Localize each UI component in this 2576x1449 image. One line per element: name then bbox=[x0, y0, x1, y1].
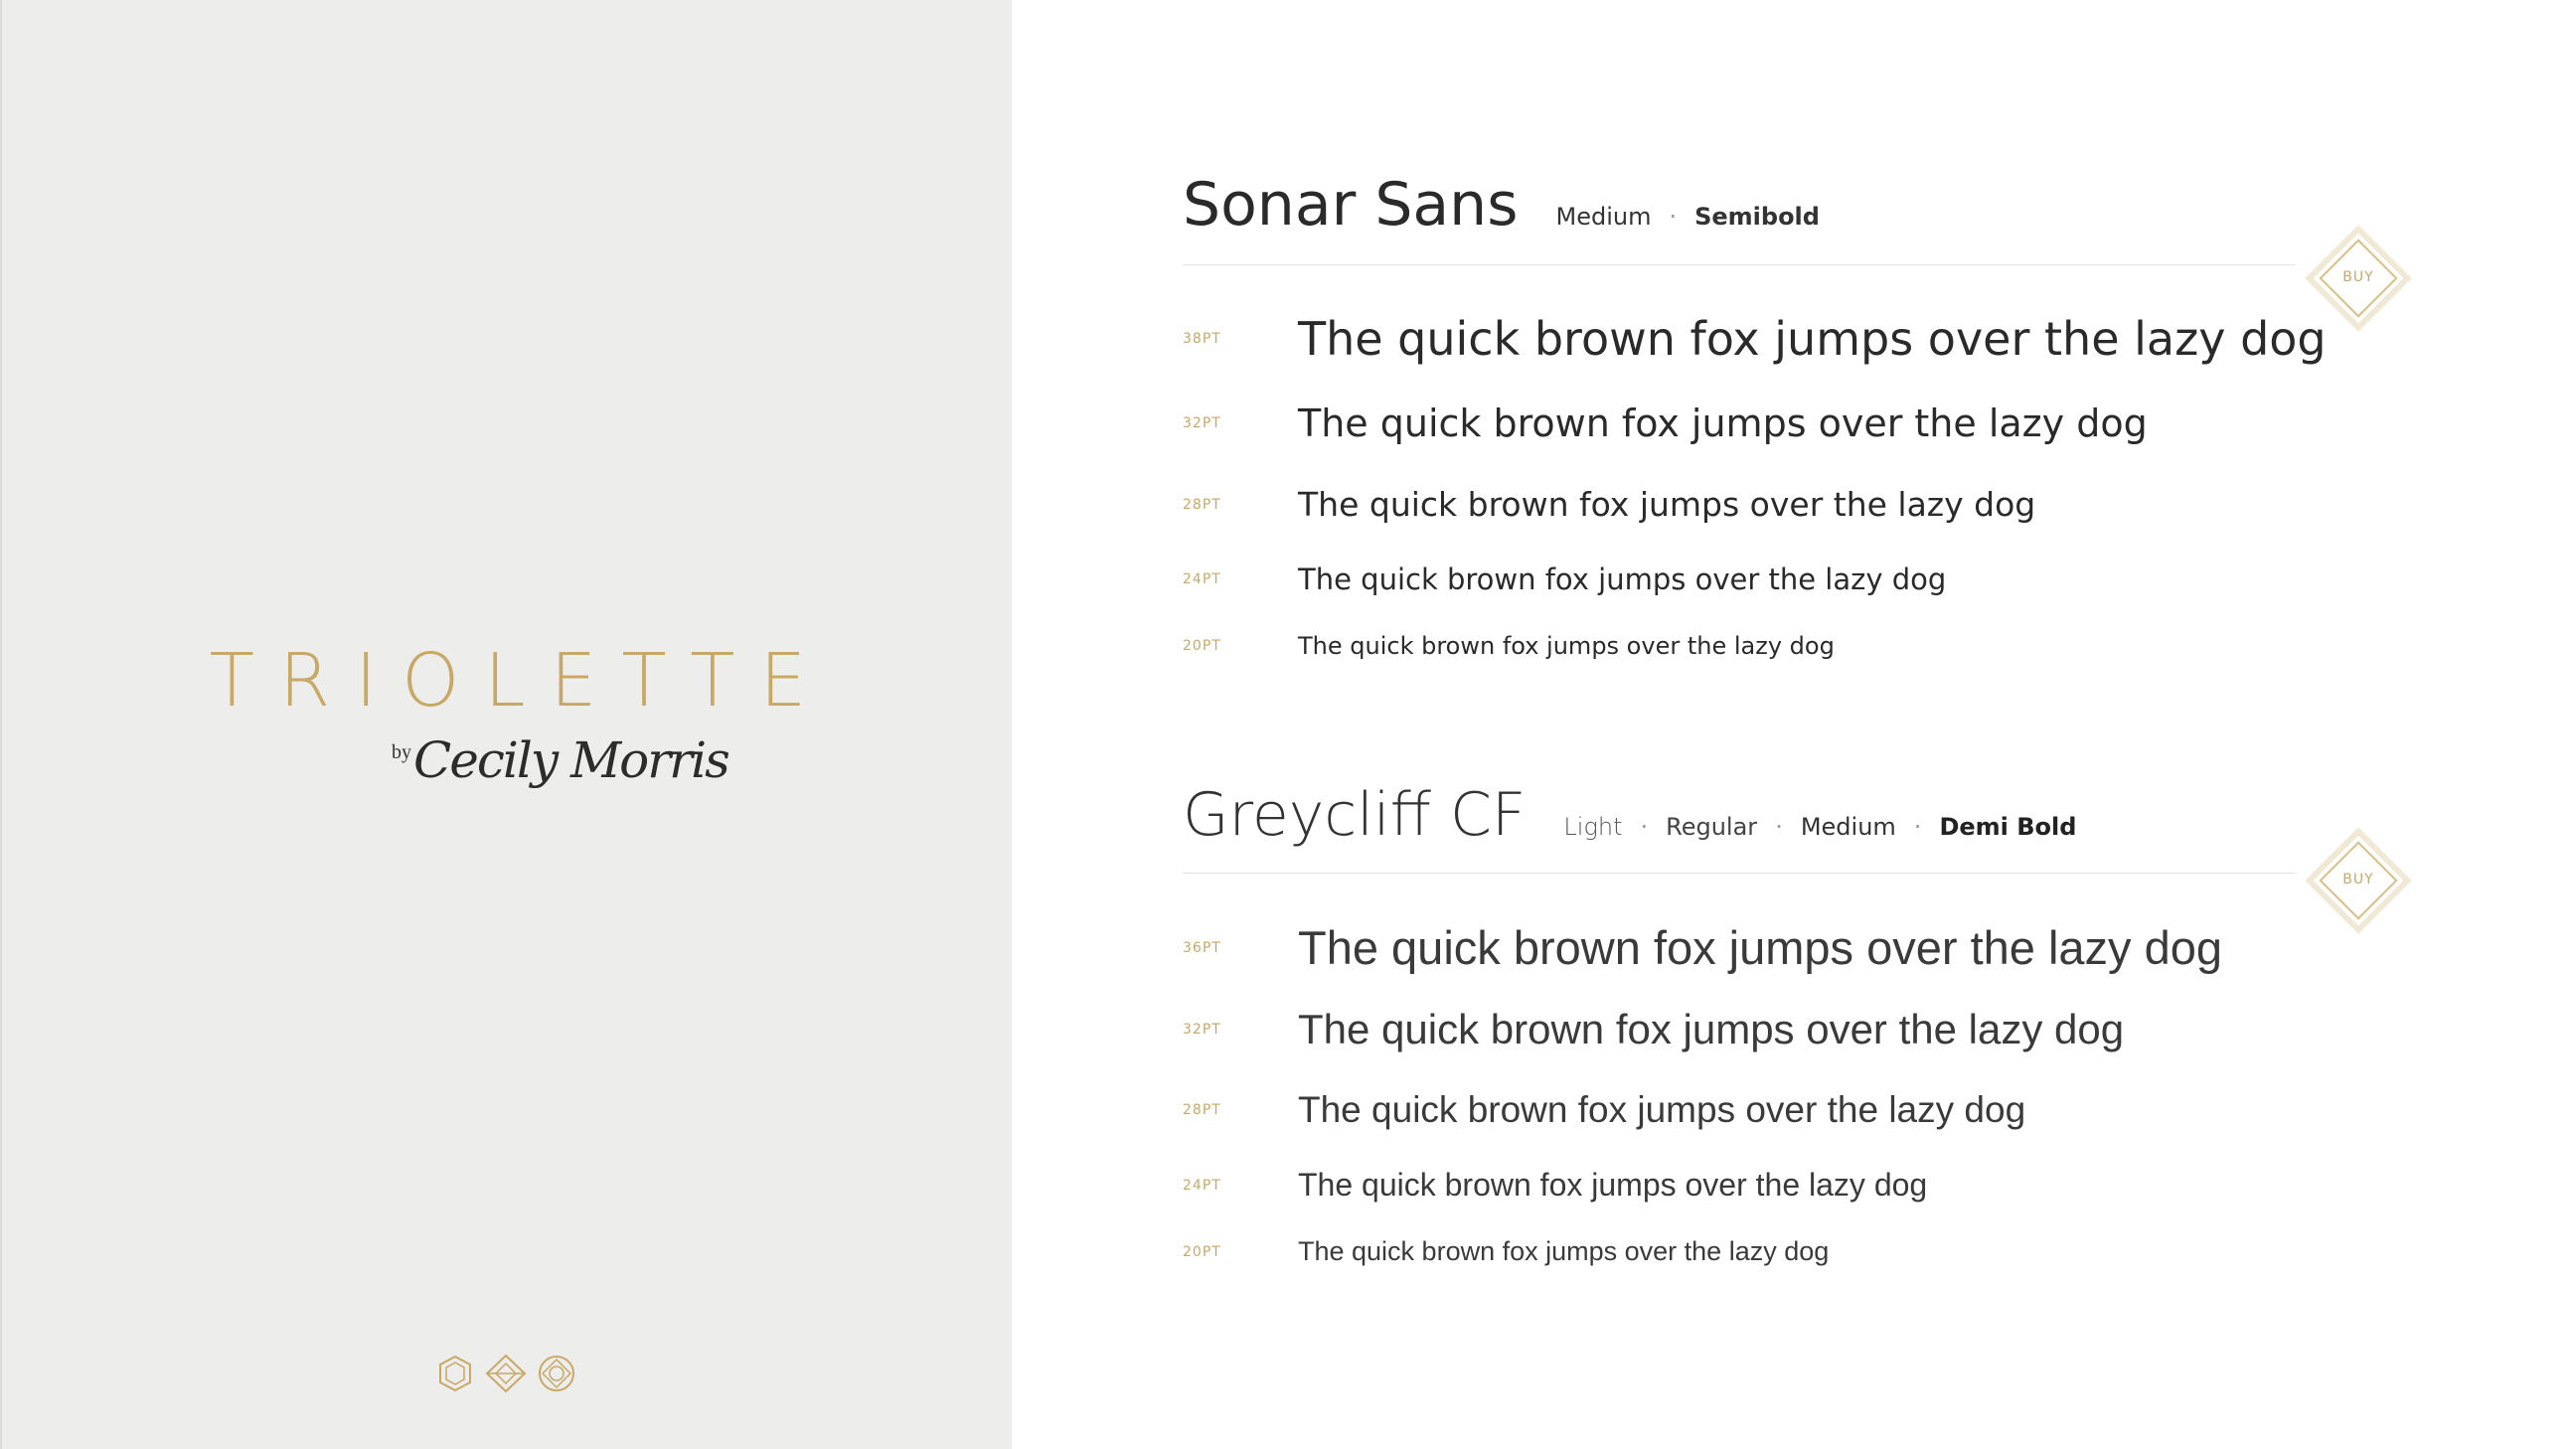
sample-row bbox=[1183, 920, 2222, 975]
brand-panel bbox=[0, 0, 1012, 1449]
brand-byline bbox=[2, 731, 1014, 801]
sample-row bbox=[1183, 1089, 2025, 1131]
weight-separator: · bbox=[1669, 203, 1678, 231]
sample-text: The quick brown fox jumps over the lazy dog bbox=[1298, 1236, 1830, 1266]
weight-list bbox=[1563, 813, 2076, 841]
brand-name: TRIOLETTE bbox=[209, 638, 832, 724]
weight-list bbox=[1555, 203, 1819, 231]
point-size-label: 24PT bbox=[1183, 1177, 1221, 1194]
point-size-label: 28PT bbox=[1183, 496, 1221, 513]
sample-text: The quick brown fox jumps over the lazy dog bbox=[1298, 312, 2327, 366]
sample-row bbox=[1183, 563, 1946, 596]
sample-row bbox=[1183, 1236, 1829, 1267]
sample-text: The quick brown fox jumps over the lazy dog bbox=[1298, 1089, 2026, 1130]
point-size-label: 28PT bbox=[1183, 1102, 1221, 1118]
round-gem-icon bbox=[537, 1354, 576, 1393]
point-size-label: 38PT bbox=[1183, 331, 1221, 347]
font-header bbox=[1183, 170, 2296, 240]
weight-label: Medium bbox=[1800, 813, 1896, 841]
font-header bbox=[1183, 780, 2296, 850]
point-size-label: 20PT bbox=[1183, 1243, 1221, 1260]
brand-logo bbox=[2, 638, 1014, 801]
font-title: Greycliff CF bbox=[1183, 780, 1527, 850]
weight-label: Medium bbox=[1555, 203, 1652, 231]
weight-label: Regular bbox=[1666, 813, 1758, 841]
hexagon-gem-icon bbox=[435, 1354, 475, 1393]
sample-row bbox=[1183, 1167, 1927, 1204]
point-size-label: 36PT bbox=[1183, 939, 1221, 956]
weight-separator: · bbox=[1775, 813, 1783, 841]
point-size-label: 24PT bbox=[1183, 571, 1221, 587]
point-size-label: 32PT bbox=[1183, 1022, 1221, 1038]
sample-text: The quick brown fox jumps over the lazy dog bbox=[1298, 485, 2036, 524]
font-section-sonar-sans bbox=[1183, 170, 2327, 660]
sample-text: The quick brown fox jumps over the lazy dog bbox=[1298, 1167, 1928, 1203]
font-section-greycliff-cf bbox=[1183, 780, 2296, 1266]
sample-row bbox=[1183, 632, 1835, 660]
sample-text: The quick brown fox jumps over the lazy dog bbox=[1298, 632, 1835, 660]
buy-label[interactable]: BUY bbox=[2342, 872, 2374, 887]
sample-row bbox=[1183, 485, 2035, 524]
diamond-gem-icon bbox=[485, 1354, 527, 1393]
section-divider bbox=[1183, 873, 2296, 874]
point-size-label: 32PT bbox=[1183, 415, 1221, 431]
sample-text: The quick brown fox jumps over the lazy dog bbox=[1298, 402, 2148, 445]
sample-text: The quick brown fox jumps over the lazy dog bbox=[1298, 1006, 2125, 1052]
weight-separator: · bbox=[1640, 813, 1649, 841]
point-size-label: 20PT bbox=[1183, 638, 1221, 654]
font-title: Sonar Sans bbox=[1183, 170, 1519, 240]
weight-separator: · bbox=[1913, 813, 1922, 841]
byline-by: by bbox=[392, 741, 411, 763]
sample-text: The quick brown fox jumps over the lazy dog bbox=[1298, 921, 2223, 974]
section-divider bbox=[1183, 264, 2296, 265]
sample-row bbox=[1183, 312, 2327, 366]
weight-label: Semibold bbox=[1694, 203, 1820, 231]
buy-label[interactable]: BUY bbox=[2342, 269, 2374, 285]
weight-label: Light bbox=[1563, 813, 1623, 841]
sample-row bbox=[1183, 1006, 2124, 1053]
designer-signature: Cecily Morris bbox=[413, 731, 728, 789]
weight-label: Demi Bold bbox=[1939, 813, 2077, 841]
gem-icons bbox=[435, 1354, 576, 1393]
sample-text: The quick brown fox jumps over the lazy dog bbox=[1298, 563, 1947, 596]
sample-row bbox=[1183, 402, 2148, 445]
